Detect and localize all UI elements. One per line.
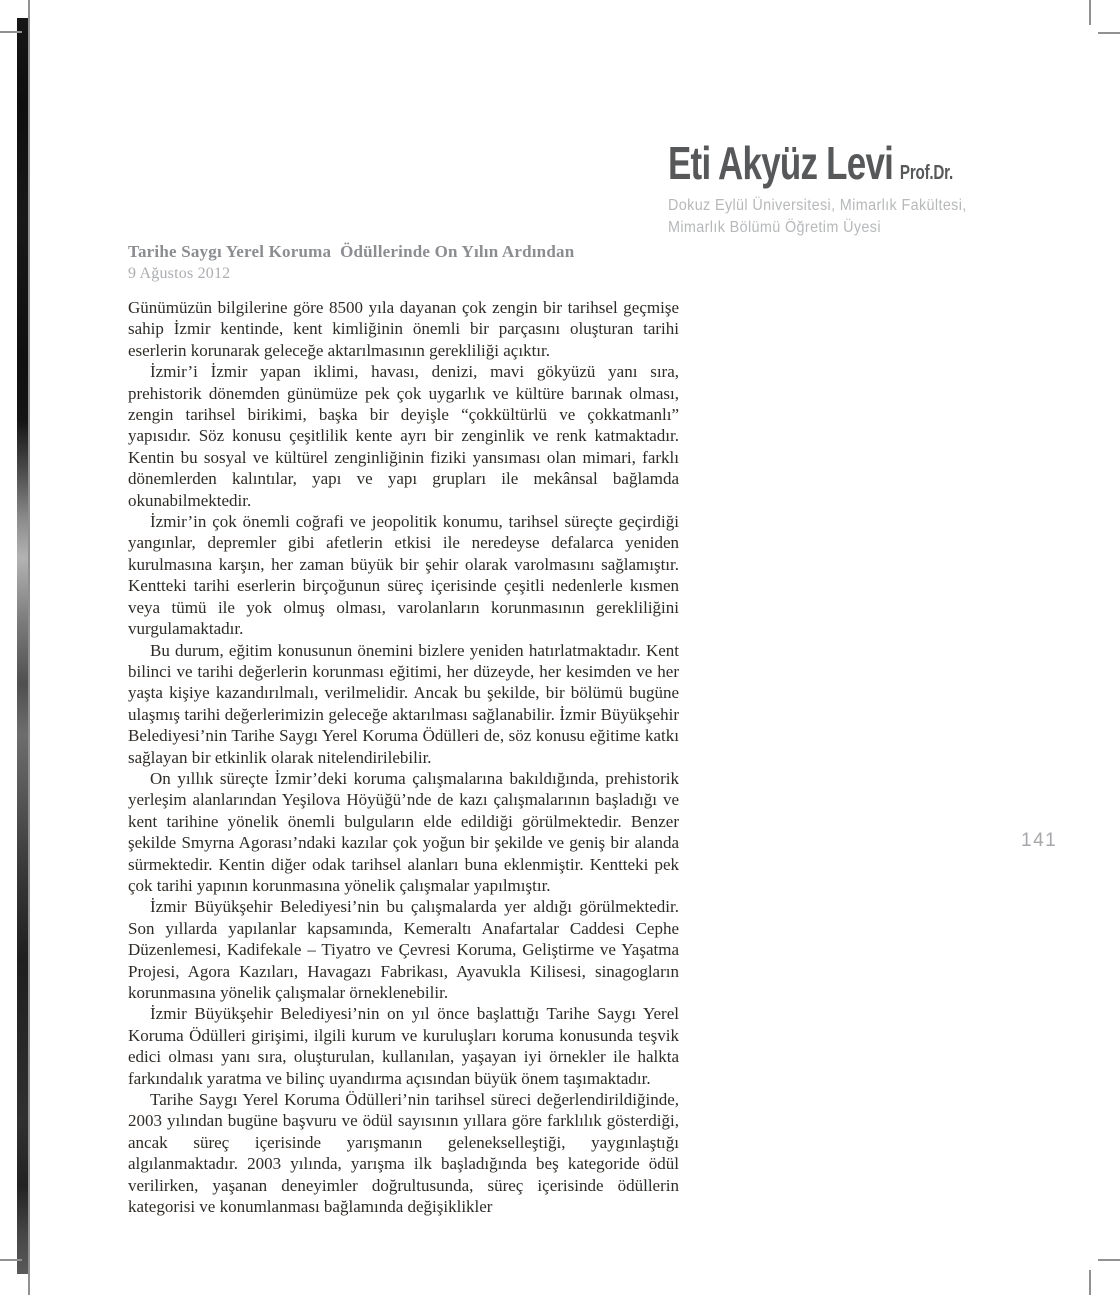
crop-mark-top-right-vertical: [1089, 0, 1091, 25]
crop-mark-top-left: [0, 31, 22, 33]
left-trim-line: [28, 0, 30, 1295]
body-paragraph: İzmir Büyükşehir Belediyesi’nin bu çalışmalarda yer aldığı görülmektedir. Son yıllarda yapılanlar kapsamında, Kemeraltı Anafartalar Caddesi Cephe Düzenlemesi, Kadifekale – Tiyatro ve Çevresi Koruma, Geliştirme ve Yaşatma Projesi, Agora Kazıları, Havagazı Fabrikası, Ayavukla Kilisesi, sinagogların korunmasına yönelik çalışmalar örneklenebilir.: [128, 897, 679, 1002]
body-paragraph: Bu durum, eğitim konusunun önemini bizlere yeniden hatırlatmaktadır. Kent bilinci ve tarihi değerlerin korunması eğitimi, her düzeyde, her kesimden ve her yaşta kişiye kazandırılmalı, verilmelidir. Ancak bu şekilde, bir bölümü bugüne ulaşmış tarihi değerlerimizin geleceğe aktarılması sağlanabilir. İzmir Büyükşehir Belediyesi’nin Tarihe Saygı Yerel Koruma Ödülleri de, söz konusu eğitime katkı sağlayan bir etkinlik olarak nitelendirilebilir.: [128, 640, 679, 767]
article-heading: [128, 242, 574, 283]
body-paragraph: On yıllık süreçte İzmir’deki koruma çalışmalarına bakıldığında, prehistorik yerleşim alanlarından Yeşilova Höyüğü’nde de kazı çalışmalarının başladığı ve kent tarihine yönelik önemli bulguların elde edildiği görülmektedir. Benzer şekilde Smyrna Agorası’ndaki kazılar çok yoğun bir şekilde ve geniş bir alanda sürmektedir. Kentin diğer odak tarihsel alanları buna eklenmiştir. Kentteki pek çok tarihi yapının korunmasına yönelik çalışmalar yapılmıştır.: [128, 768, 679, 895]
author-name: Eti Akyüz Levi: [668, 137, 894, 189]
crop-mark-bottom-left: [0, 1259, 22, 1261]
article-body: [128, 297, 679, 1217]
crop-mark-bottom-right-horizontal: [1098, 1259, 1120, 1261]
author-affiliation: [668, 195, 1006, 239]
crop-mark-top-right-horizontal: [1098, 32, 1120, 34]
affiliation-line-1: Dokuz Eylül Üniversitesi, Mimarlık Fakültesi,: [668, 197, 967, 214]
body-paragraph: Günümüzün bilgilerine göre 8500 yıla dayanan çok zengin bir tarihsel geçmişe sahip İzmir kentinde, kent kimliğinin önemli bir parçasını oluşturan tarihi eserlerin korunarak geleceğe aktarılmasının gerekliliği açıktır.: [128, 298, 679, 360]
author-name-row: [668, 137, 954, 189]
body-paragraph: İzmir’i İzmir yapan iklimi, havası, denizi, mavi gökyüzü yanı sıra, prehistorik dönemden günümüze pek çok uygarlık ve kültüre barınak olması, zengin tarihsel birikimi, başka bir deyişle “çokkültürlü ve çokkatmanlı” yapısıdır. Söz konusu çeşitlilik kente ayrı bir zenginlik ve renk katmaktadır. Kentin bu sosyal ve kültürel zenginliğinin fiziki yansıması olan mimari, farklı dönemlerden kalıntılar, yapı ve yapı grupları ile mekânsal bağlamda okunabilmektedir.: [128, 362, 679, 510]
body-paragraph: Tarihe Saygı Yerel Koruma Ödülleri’nin tarihsel süreci değerlendirildiğinde, 2003 yılından bugüne başvuru ve ödül sayısının yıllara göre farklılık gösterdiği, ancak süreç içerisinde yarışmanın gelenekselleştiği, yaygınlaştığı algılanmaktadır. 2003 yılında, yarışma ilk başladığında beş kategoride ödül verilirken, yaşanan deneyimler doğrultusunda, süreç içerisinde ödüllerin kategorisi ve konumlanması bağlamında değişiklikler: [128, 1090, 679, 1217]
body-paragraph: İzmir’in çok önemli coğrafi ve jeopolitik konumu, tarihsel süreçte geçirdiği yangınlar, depremler gibi afetlerin etkisi ile neredeyse defalarca yeniden kurulmasına karşın, her zaman büyük bir şehir olarak varolmasını sağlamıştır. Kentteki tarihi eserlerin birçoğunun süreç içerisinde çeşitli nedenlerle kısmen veya tümü ile yok olmuş olması, varolanların korunmasının gerekliliğini vurgulamaktadır.: [128, 512, 679, 639]
author-academic-title: Prof.Dr.: [899, 162, 954, 184]
author-block: [668, 137, 1043, 239]
article-date: 9 Ağustos 2012: [128, 265, 231, 282]
article-title: Tarihe Saygı Yerel Koruma Ödüllerinde On Yılın Ardından: [128, 242, 575, 261]
body-paragraph: İzmir Büyükşehir Belediyesi’nin on yıl önce başlattığı Tarihe Saygı Yerel Koruma Ödülleri girişimi, ilgili kurum ve kuruluşları koruma konusunda teşvik edici olması yanı sıra, oluşturulan, kullanılan, yaşayan iyi örnekler ile halkta farkındalık yaratma ve bilinç uyandırma açısından büyük önem taşımaktadır.: [128, 1004, 679, 1088]
page-number: 141: [1021, 830, 1058, 851]
crop-mark-bottom-right-vertical: [1089, 1270, 1091, 1295]
affiliation-line-2: Mimarlık Bölümü Öğretim Üyesi: [668, 219, 881, 236]
